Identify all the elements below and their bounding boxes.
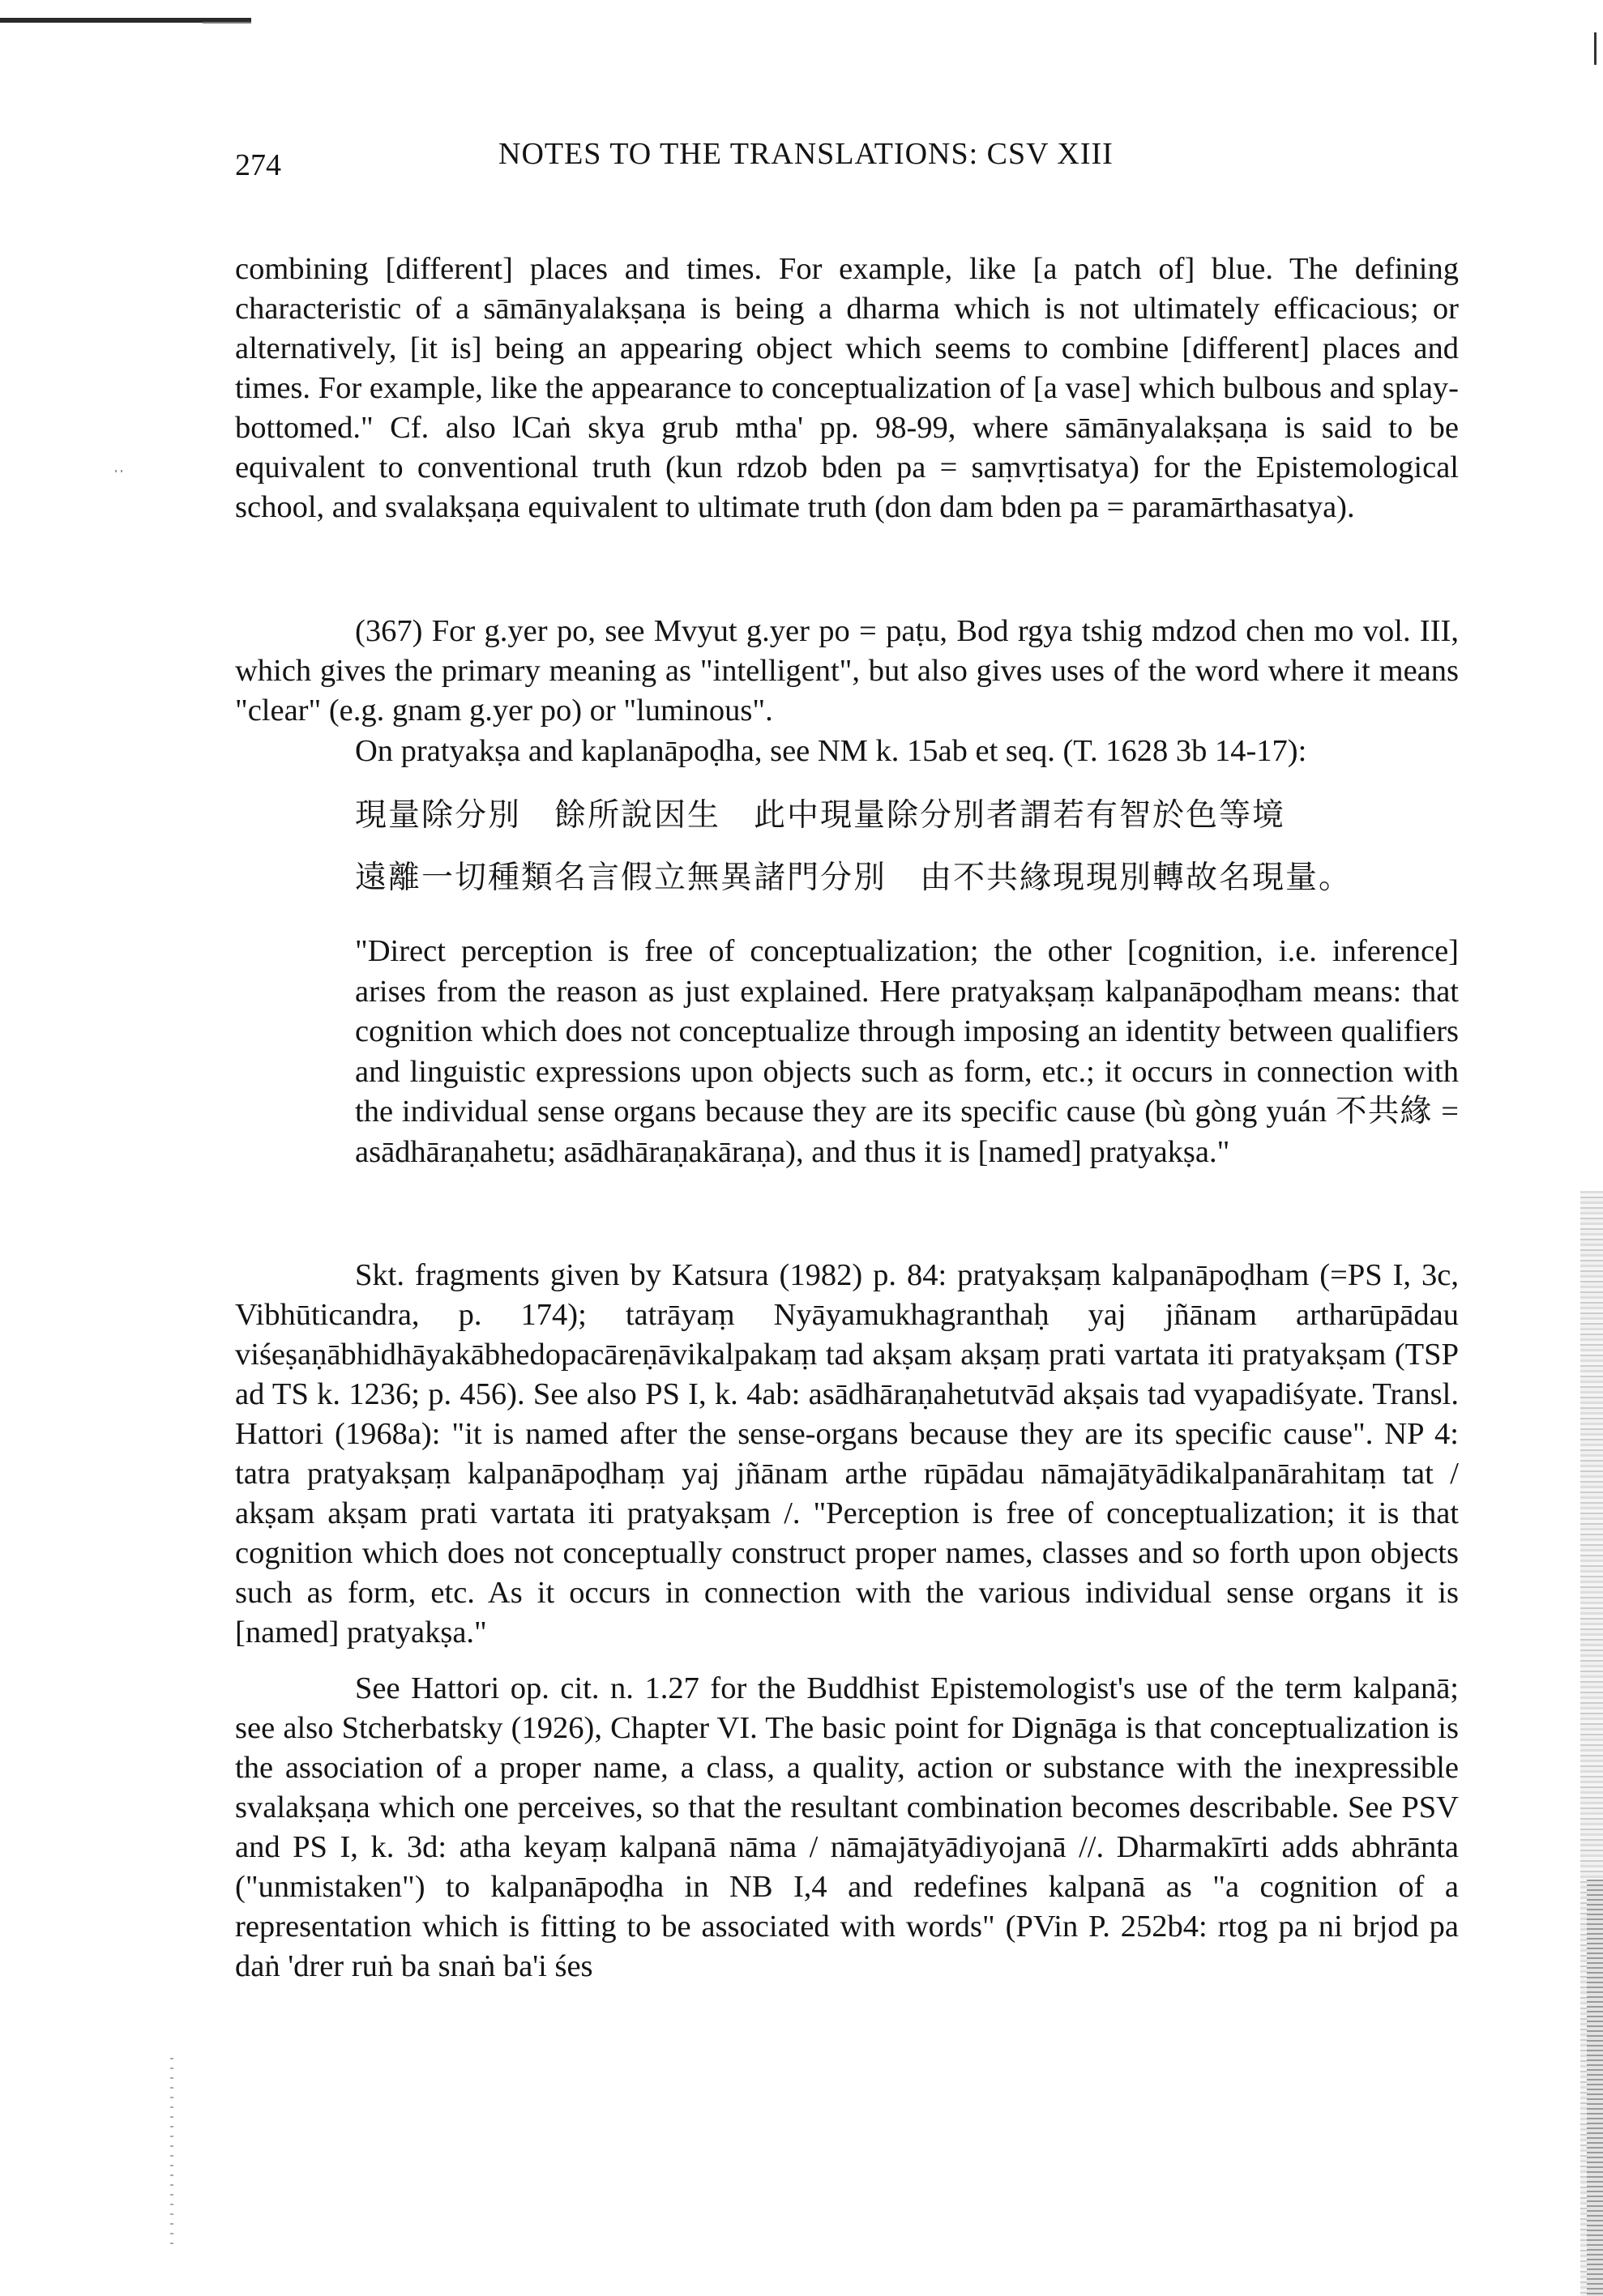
paragraph-text: See Hattori op. cit. n. 1.27 for the Buddhist Epistemologist's use of the term kalpanā; see also Stcherbatsky (1926), Chapter VI. The basic point for Dignāga is that conceptualization is the association of a proper name, a class, a quality, action or substance with the inexpressible svalakṣaṇa which one perceives, so that the resultant combination becomes describable. See PSV and PS I, k. 3d: atha keyaṃ kalpanā nāma / nāmajātyādiyojanā //. Dharmakīrti adds abhrānta ("unmistaken") to kalpanāpoḍha in NB I,4 and redefines kalpanā as "a cognition of a representation which is fitting to be associated with words" (PVin P. 252b4: rtog pa ni brjod pa daṅ 'drer ruṅ ba snaṅ ba'i śes (235, 1671, 1459, 1983)
chinese-quotation-line-1: 現量除分別 餘所說因生 此中現量除分別者謂若有智於色等境 (355, 797, 1286, 834)
note-367 (235, 612, 1459, 731)
quote-text: "Direct perception is free of conceptualization; the other [cognition, i.e. inference] arises from the reason as just explained. Here pratyakṣaṃ kalpanāpoḍham means: that cognition which does not conceptualize through imposing an identity between qualifiers and linguistic expressions upon objects such as form, etc.; it occurs in connection with the individual sense organs because they are its specific cause (bù gòng yuán 不共緣 = asādhāraṇahetu; asādhāraṇakāraṇa), and thus it is [named] pratyakṣa." (355, 934, 1459, 1169)
paragraph-text: combining [different] places and times. For example, like [a patch of] blue. The defining characteristic of a sāmānyalakṣaṇa is being a dharma which is not ultimately efficacious; or alternatively, [it is] being an appearing object which seems to combine [different] places and times. For example, like the appearance to conceptualization of [a vase] which bulbous and splay-bottomed." Cf. also lCaṅ skya grub mtha' pp. 98-99, where sāmānyalakṣaṇa is said to be equivalent to conventional truth (kun rdzob bden pa = saṃvṛtisatya) for the Epistemological school, and svalakṣaṇa equivalent to ultimate truth (don dam bden pa = paramārthasatya). (235, 252, 1459, 524)
scan-specks-margin (115, 470, 126, 472)
paragraph-text: (367) For g.yer po, see Mvyut g.yer po = paṭu, Bod rgya tshig mdzod chen mo vol. III, which gives the primary meaning as "intelligent", but also gives uses of the word where it means "clear" (e.g. gnam g.yer po) or "luminous". (235, 614, 1459, 728)
scan-artifact-rule-thin (203, 22, 251, 23)
scan-specks (170, 2058, 173, 2244)
page-number: 274 (235, 148, 281, 182)
scan-artifact-mark (1594, 32, 1597, 65)
paragraph-sanskrit-fragments (235, 1256, 1459, 1653)
paragraph-kalpana (235, 1669, 1459, 1987)
page-header (235, 136, 1499, 185)
paragraph-text: On pratyakṣa and kaplanāpoḍha, see NM k. 15ab et seq. (T. 1628 3b 14-17): (355, 734, 1307, 768)
scan-edge-shadow-dark (1587, 1880, 1603, 2296)
block-quote-translation (355, 932, 1459, 1172)
paragraph-text: Skt. fragments given by Katsura (1982) p. 84: pratyakṣaṃ kalpanāpoḍham (=PS I, 3c, Vibhūticandra, p. 174); tatrāyaṃ Nyāyamukhagranthaḥ yaj jñānam artharūpādau viśeṣaṇābhidhāyakābhedopacāreṇāvikalpakaṃ tad akṣam akṣaṃ prati vartata iti pratyakṣam (TSP ad TS k. 1236; p. 456). See also PS I, k. 4ab: asādhāraṇahetutvād akṣais tad vyapadiśyate. Transl. Hattori (1968a): "it is named after the sense-organs because they are its specific cause". NP 4: tatra pratyakṣaṃ kalpanāpoḍhaṃ yaj jñānam arthe rūpādau nāmajātyādikalpanārahitaṃ tat / akṣam akṣam prati vartata iti pratyakṣam /. "Perception is free of conceptualization; it is that cognition which does not conceptually construct proper names, classes and so forth upon objects such as form, etc. As it occurs in connection with the various individual sense organs it is [named] pratyakṣa." (235, 1258, 1459, 1649)
chinese-quotation-line-2: 遠離一切種類名言假立無異諸門分別 由不共緣現現別轉故名現量。 (355, 860, 1353, 896)
running-head: NOTES TO THE TRANSLATIONS: CSV XIII (498, 137, 1114, 171)
paragraph-pratyaksa-intro (355, 732, 1459, 771)
paragraph-samanyalaksana (235, 250, 1459, 527)
